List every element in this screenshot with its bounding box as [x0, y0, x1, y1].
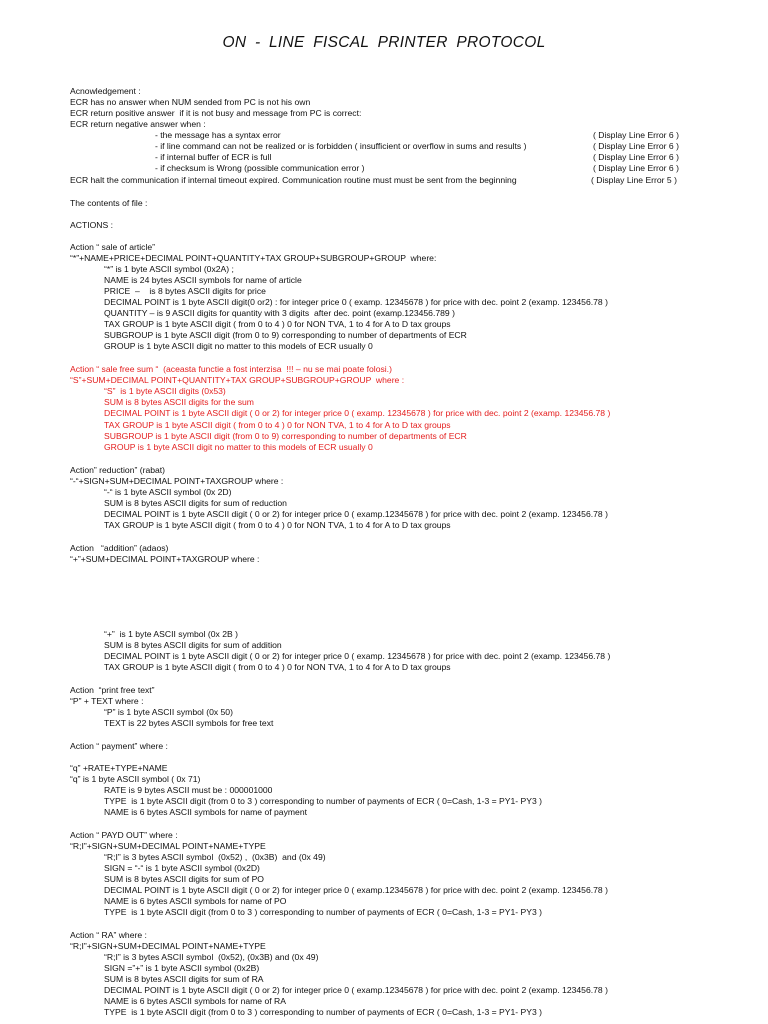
sale-heading: Action “ sale of article” — [70, 242, 156, 252]
sale-desc: DECIMAL POINT is 1 byte ASCII digit(0 or2) : for integer price 0 ( examp. 12345678 ) for price with dec. point 2 (examp. 123456.78 ) — [104, 297, 608, 307]
freesum-format: “S”+SUM+DECIMAL POINT+QUANTITY+TAX GROUP+SUBGROUP+GROUP where : — [70, 375, 405, 385]
reduction-desc: TAX GROUP is 1 byte ASCII digit ( from 0 to 4 ) 0 for NON TVA, 1 to 4 for A to D tax groups — [104, 520, 451, 530]
paidout-desc: TYPE is 1 byte ASCII digit (from 0 to 3 ) corresponding to number of payments of ECR ( 0=Cash, 1-3 = PY1- PY3 ) — [104, 907, 542, 917]
sale-desc: NAME is 24 bytes ASCII symbols for name of article — [104, 275, 302, 285]
paidout-desc: SUM is 8 bytes ASCII digits for sum of PO — [104, 874, 264, 884]
paidout-desc: NAME is 6 bytes ASCII symbols for name of PO — [104, 896, 287, 906]
sale-format: “*”+NAME+PRICE+DECIMAL POINT+QUANTITY+TAX GROUP+SUBGROUP+GROUP where: — [70, 253, 437, 263]
payment-desc: TYPE is 1 byte ASCII digit (from 0 to 3 ) corresponding to number of payments of ECR ( 0=Cash, 1-3 = PY1- PY3 ) — [104, 796, 542, 806]
ack-item: - if internal buffer of ECR is full — [155, 152, 272, 162]
payment-format: “q” +RATE+TYPE+NAME — [70, 763, 168, 773]
ack-heading: Acnowledgement : — [70, 86, 141, 96]
paidout-desc: “R;I” is 3 bytes ASCII symbol (0x52) , (0x3B) and (0x 49) — [104, 852, 326, 862]
ack-line-2: ECR return positive answer if it is not busy and message from PC is correct: — [70, 108, 362, 118]
addition-desc: DECIMAL POINT is 1 byte ASCII digit ( 0 or 2) for integer price 0 ( examp. 12345678 ) for price with dec. point 2 (examp. 123456.78 ) — [104, 651, 611, 661]
ra-desc: TYPE is 1 byte ASCII digit (from 0 to 3 ) corresponding to number of payments of ECR ( 0=Cash, 1-3 = PY1- PY3 ) — [104, 1007, 542, 1017]
sale-desc: PRICE – is 8 bytes ASCII digits for price — [104, 286, 266, 296]
ack-item-error: ( Display Line Error 6 ) — [593, 152, 679, 162]
reduction-desc: SUM is 8 bytes ASCII digits for sum of reduction — [104, 498, 287, 508]
ack-item: - if line command can not be realized or is forbidden ( insufficient or overflow in sums and results ) — [155, 141, 527, 151]
ack-item: - the message has a syntax error — [155, 130, 281, 140]
ra-heading: Action “ RA” where : — [70, 930, 147, 940]
payment-desc: NAME is 6 bytes ASCII symbols for name of payment — [104, 807, 307, 817]
ra-desc: NAME is 6 bytes ASCII symbols for name of RA — [104, 996, 286, 1006]
freetext-format: “P” + TEXT where : — [70, 696, 144, 706]
ra-desc: SIGN =”+” is 1 byte ASCII symbol (0x2B) — [104, 963, 260, 973]
ack-item: - if checksum is Wrong (possible communication error ) — [155, 163, 365, 173]
reduction-format: “-“+SIGN+SUM+DECIMAL POINT+TAXGROUP where : — [70, 476, 284, 486]
freetext-desc: TEXT is 22 bytes ASCII symbols for free text — [104, 718, 274, 728]
payment-heading: Action “ payment” where : — [70, 741, 168, 751]
ack-item-error: ( Display Line Error 6 ) — [593, 130, 679, 140]
ack-line-1: ECR has no answer when NUM sended from PC is not his own — [70, 97, 311, 107]
freesum-heading: Action “ sale free sum “ (aceasta functie a fost interzisa !!! – nu se mai poate folosi.) — [70, 364, 392, 374]
ra-desc: DECIMAL POINT is 1 byte ASCII digit ( 0 or 2) for integer price 0 ( examp.12345678 ) for price with dec. point 2 (examp. 123456.78 ) — [104, 985, 608, 995]
freesum-desc: “S” is 1 byte ASCII digits (0x53) — [104, 386, 226, 396]
paidout-heading: Action “ PAYD OUT” where : — [70, 830, 178, 840]
sale-desc: QUANTITY – is 9 ASCII digits for quantity with 3 digits after dec. point (examp.123456.789 ) — [104, 308, 455, 318]
addition-desc: “+” is 1 byte ASCII symbol (0x 2B ) — [104, 629, 238, 639]
addition-heading: Action “addition” (adaos) — [70, 543, 169, 553]
freetext-heading: Action “print free text” — [70, 685, 155, 695]
page-title: ON - LINE FISCAL PRINTER PROTOCOL — [222, 34, 546, 51]
sale-desc: TAX GROUP is 1 byte ASCII digit ( from 0 to 4 ) 0 for NON TVA, 1 to 4 for A to D tax groups — [104, 319, 451, 329]
contents-label: The contents of file : — [70, 198, 148, 208]
sale-desc: “*” is 1 byte ASCII symbol (0x2A) ; — [104, 264, 234, 274]
reduction-desc: “-“ is 1 byte ASCII symbol (0x 2D) — [104, 487, 232, 497]
payment-format-symbol: “q” is 1 byte ASCII symbol ( 0x 71) — [70, 774, 201, 784]
payment-desc: RATE is 9 bytes ASCII must be : 000001000 — [104, 785, 273, 795]
freesum-desc: SUBGROUP is 1 byte ASCII digit (from 0 to 9) corresponding to number of departments of ECR — [104, 431, 467, 441]
ack-item-error: ( Display Line Error 6 ) — [593, 163, 679, 173]
freesum-desc: DECIMAL POINT is 1 byte ASCII digit ( 0 or 2) for integer price 0 ( examp. 12345678 ) for price with dec. point 2 (examp. 123456.78 ) — [104, 408, 611, 418]
addition-desc: SUM is 8 bytes ASCII digits for sum of addition — [104, 640, 282, 650]
paidout-format: “R;I”+SIGN+SUM+DECIMAL POINT+NAME+TYPE — [70, 841, 266, 851]
ra-format: “R;I”+SIGN+SUM+DECIMAL POINT+NAME+TYPE — [70, 941, 266, 951]
ra-desc: SUM is 8 bytes ASCII digits for sum of RA — [104, 974, 264, 984]
ack-halt: ECR halt the communication if internal timeout expired. Communication routine must must be sent from the beginning — [70, 175, 517, 185]
paidout-desc: SIGN = “-“ is 1 byte ASCII symbol (0x2D) — [104, 863, 260, 873]
sale-desc: GROUP is 1 byte ASCII digit no matter to this models of ECR usually 0 — [104, 341, 373, 351]
ra-desc: “R;I” is 3 bytes ASCII symbol (0x52), (0x3B) and (0x 49) — [104, 952, 319, 962]
reduction-heading: Action” reduction” (rabat) — [70, 465, 166, 475]
addition-format: “+”+SUM+DECIMAL POINT+TAXGROUP where : — [70, 554, 260, 564]
freesum-desc: GROUP is 1 byte ASCII digit no matter to this models of ECR usually 0 — [104, 442, 373, 452]
ack-line-3: ECR return negative answer when : — [70, 119, 206, 129]
paidout-desc: DECIMAL POINT is 1 byte ASCII digit ( 0 or 2) for integer price 0 ( examp.12345678 ) for price with dec. point 2 (examp. 123456.78 ) — [104, 885, 608, 895]
freetext-desc: “P” is 1 byte ASCII symbol (0x 50) — [104, 707, 233, 717]
sale-desc: SUBGROUP is 1 byte ASCII digit (from 0 to 9) corresponding to number of departments of ECR — [104, 330, 467, 340]
actions-heading: ACTIONS : — [70, 220, 113, 230]
ack-halt-error: ( Display Line Error 5 ) — [591, 175, 677, 185]
reduction-desc: DECIMAL POINT is 1 byte ASCII digit ( 0 or 2) for integer price 0 ( examp.12345678 ) for price with dec. point 2 (examp. 123456.78 ) — [104, 509, 608, 519]
ack-item-error: ( Display Line Error 6 ) — [593, 141, 679, 151]
freesum-desc: TAX GROUP is 1 byte ASCII digit ( from 0 to 4 ) 0 for NON TVA, 1 to 4 for A to D tax groups — [104, 420, 451, 430]
addition-desc: TAX GROUP is 1 byte ASCII digit ( from 0 to 4 ) 0 for NON TVA, 1 to 4 for A to D tax groups — [104, 662, 451, 672]
freesum-desc: SUM is 8 bytes ASCII digits for the sum — [104, 397, 254, 407]
